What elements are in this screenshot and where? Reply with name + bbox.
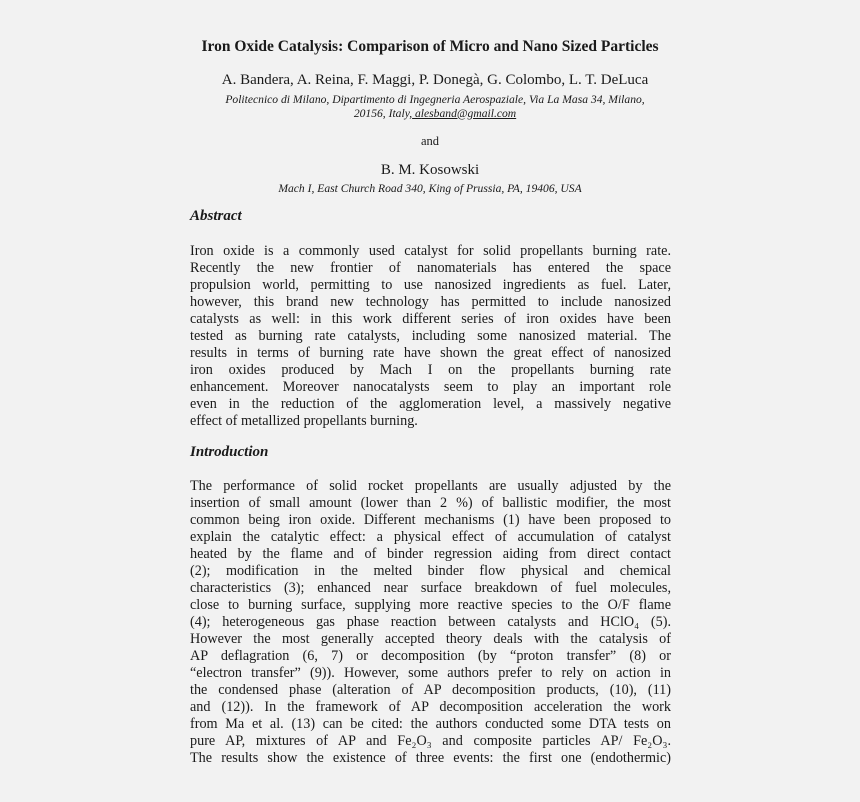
text-line: catalysts as well: in this work different series of iron oxides have been <box>190 311 671 327</box>
paper-title: Iron Oxide Catalysis: Comparison of Micro and Nano Sized Particles <box>201 38 659 55</box>
text-line: Iron oxide is a commonly used catalyst for solid propellants burning rate. <box>190 243 671 259</box>
affiliation-line <box>190 107 680 121</box>
second-affiliation: Mach I, East Church Road 340, King of Prussia, PA, 19406, USA <box>278 182 582 195</box>
author-list: A. Bandera, A. Reina, F. Maggi, P. Donegà, G. Colombo, L. T. DeLuca <box>221 72 649 88</box>
text-line: pure AP, mixtures of AP and Fe₂O₃ and composite particles AP/ Fe₂O₃. <box>190 733 671 749</box>
text-line: “electron transfer” (9)). However, some authors prefer to rely on action in <box>190 665 671 681</box>
affiliation-text: 20156, Italy, <box>353 106 413 120</box>
text-line: characteristics (3); enhanced near surface breakdown of fuel molecules, <box>190 580 671 596</box>
email-link[interactable]: alesband@gmail.com <box>412 106 517 120</box>
text-line: the condensed phase (alteration of AP decomposition products, (10), (11) <box>190 682 671 698</box>
text-line: insertion of small amount (lower than 2 %) of ballistic modifier, the most <box>190 495 671 511</box>
text-line: effect of metallized propellants burning. <box>190 413 418 429</box>
and-separator: and <box>420 134 440 148</box>
text-line: The results show the existence of three events: the first one (endothermic) <box>190 750 671 766</box>
text-line: However the most generally accepted theory deals with the catalysis of <box>190 631 671 647</box>
introduction-body <box>190 478 671 767</box>
introduction-heading: Introduction <box>190 444 269 460</box>
affiliation-line: Politecnico di Milano, Dipartimento di Ingegneria Aerospaziale, Via La Masa 34, Milano, <box>225 93 645 106</box>
text-line: close to burning surface, supplying more reactive species to the O/F flame <box>190 597 671 613</box>
abstract-heading: Abstract <box>190 208 242 224</box>
text-line: propulsion world, permitting to use nanosized ingredients as fuel. Later, <box>190 277 671 293</box>
text-line: common being iron oxide. Different mechanisms (1) have been proposed to <box>190 512 671 528</box>
text-line: from Ma et al. (13) can be cited: the authors conducted some DTA tests on <box>190 716 671 732</box>
text-line: The performance of solid rocket propellants are usually adjusted by the <box>190 478 671 494</box>
text-line: even in the reduction of the agglomeration level, a massively negative <box>190 396 671 412</box>
text-line: explain the catalytic effect: a physical effect of accumulation of catalyst <box>190 529 671 545</box>
text-line: enhancement. Moreover nanocatalysts seem to play an important role <box>190 379 671 395</box>
text-line: and (12)). In the framework of AP decomposition acceleration the work <box>190 699 671 715</box>
text-line: results in terms of burning rate have shown the great effect of nanosized <box>190 345 671 361</box>
text-line: (2); modification in the melted binder flow physical and chemical <box>190 563 671 579</box>
text-line: iron oxides produced by Mach I on the propellants burning rate <box>190 362 671 378</box>
affiliation <box>190 93 680 120</box>
text-line: Recently the new frontier of nanomaterials has entered the space <box>190 260 671 276</box>
text-line: however, this brand new technology has permitted to include nanosized <box>190 294 671 310</box>
second-author: B. M. Kosowski <box>380 162 480 178</box>
text-line: (4); heterogeneous gas phase reaction between catalysts and HClO₄ (5). <box>190 614 671 630</box>
abstract-body <box>190 243 671 430</box>
text-line: heated by the flame and of binder regression aiding from direct contact <box>190 546 671 562</box>
text-line: tested as burning rate catalysts, including some nanosized material. The <box>190 328 671 344</box>
text-line: AP deflagration (6, 7) or decomposition (by “proton transfer” (8) or <box>190 648 671 664</box>
